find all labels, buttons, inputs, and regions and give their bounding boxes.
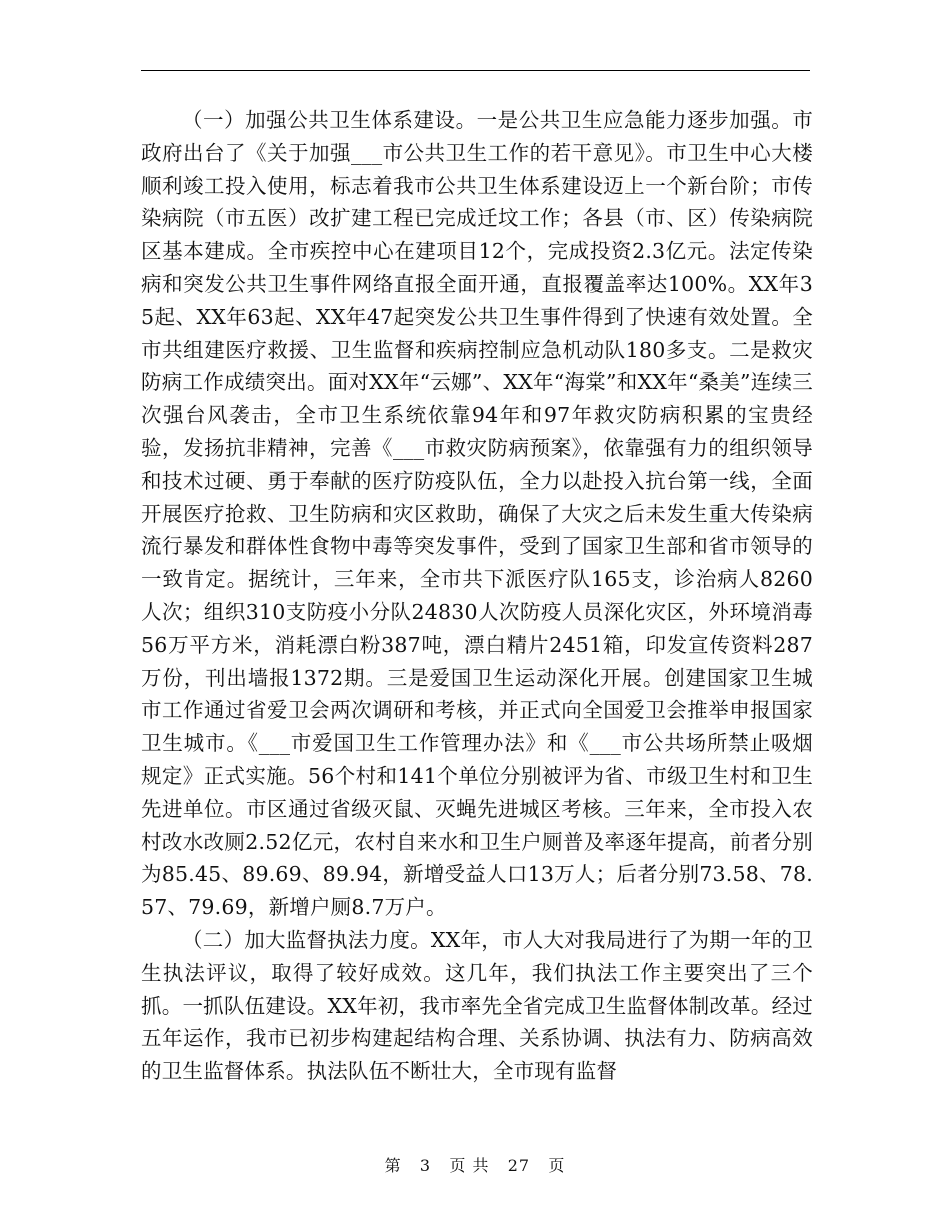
- document-body: [141, 104, 813, 1088]
- paragraph-supervision: （二）加大监督执法力度。XX年，市人大对我局进行了为期一年的卫生执法评议，取得了较好成效。这几年，我们执法工作主要突出了三个抓。一抓队伍建设。XX年初，我市率先全省完成卫生监督体制改革。经过五年运作，我市已初步构建起结构合理、关系协调、执法有力、防病高效的卫生监督体系。执法队伍不断壮大，全市现有监督: [141, 927, 813, 1084]
- header-rule: [141, 70, 810, 71]
- footer-prefix: 第: [384, 1156, 402, 1175]
- page-footer: [0, 1153, 950, 1176]
- footer-suffix: 页: [548, 1156, 566, 1175]
- footer-middle: 页 共: [449, 1156, 490, 1175]
- current-page-number: 3: [419, 1156, 432, 1175]
- total-pages-number: 27: [507, 1156, 531, 1175]
- paragraph-public-health: （一）加强公共卫生体系建设。一是公共卫生应急能力逐步加强。市政府出台了《关于加强___市公共卫生工作的若干意见》。市卫生中心大楼顺利竣工投入使用，标志着我市公共卫生体系建设迈上一个新台阶；市传染病院（市五医）改扩建工程已完成迁坟工作；各县（市、区）传染病院区基本建成。全市疾控中心在建项目12个，完成投资2.3亿元。法定传染病和突发公共卫生事件网络直报全面开通，直报覆盖率达100%。XX年35起、XX年63起、XX年47起突发公共卫生事件得到了快速有效处置。全市共组建医疗救援、卫生监督和疾病控制应急机动队180多支。二是救灾防病工作成绩突出。面对XX年“云娜”、XX年“海棠”和XX年“桑美”连续三次强台风袭击，全市卫生系统依靠94年和97年救灾防病积累的宝贵经验，发扬抗非精神，完善《___市救灾防病预案》，依靠强有力的组织领导和技术过硬、勇于奉献的医疗防疫队伍，全力以赴投入抗台第一线，全面开展医疗抢救、卫生防病和灾区救助，确保了大灾之后未发生重大传染病流行暴发和群体性食物中毒等突发事件，受到了国家卫生部和省市领导的一致肯定。据统计，三年来，全市共下派医疗队165支，诊治病人8260人次；组织310支防疫小分队24830人次防疫人员深化灾区，外环境消毒56万平方米，消耗漂白粉387吨，漂白精片2451箱，印发宣传资料287万份，刊出墙报1372期。三是爱国卫生运动深化开展。创建国家卫生城市工作通过省爱卫会两次调研和考核，并正式向全国爱卫会推举申报国家卫生城市。《___市爱国卫生工作管理办法》和《___市公共场所禁止吸烟规定》正式实施。56个村和141个单位分别被评为省、市级卫生村和卫生先进单位。市区通过省级灭鼠、灭蝇先进城区考核。三年来，全市投入农村改水改厕2.52亿元，农村自来水和卫生户厕普及率逐年提高，前者分别为85.45、89.69、89.94，新增受益人口13万人；后者分别73.58、78.57、79.69，新增户厕8.7万户。: [141, 108, 813, 920]
